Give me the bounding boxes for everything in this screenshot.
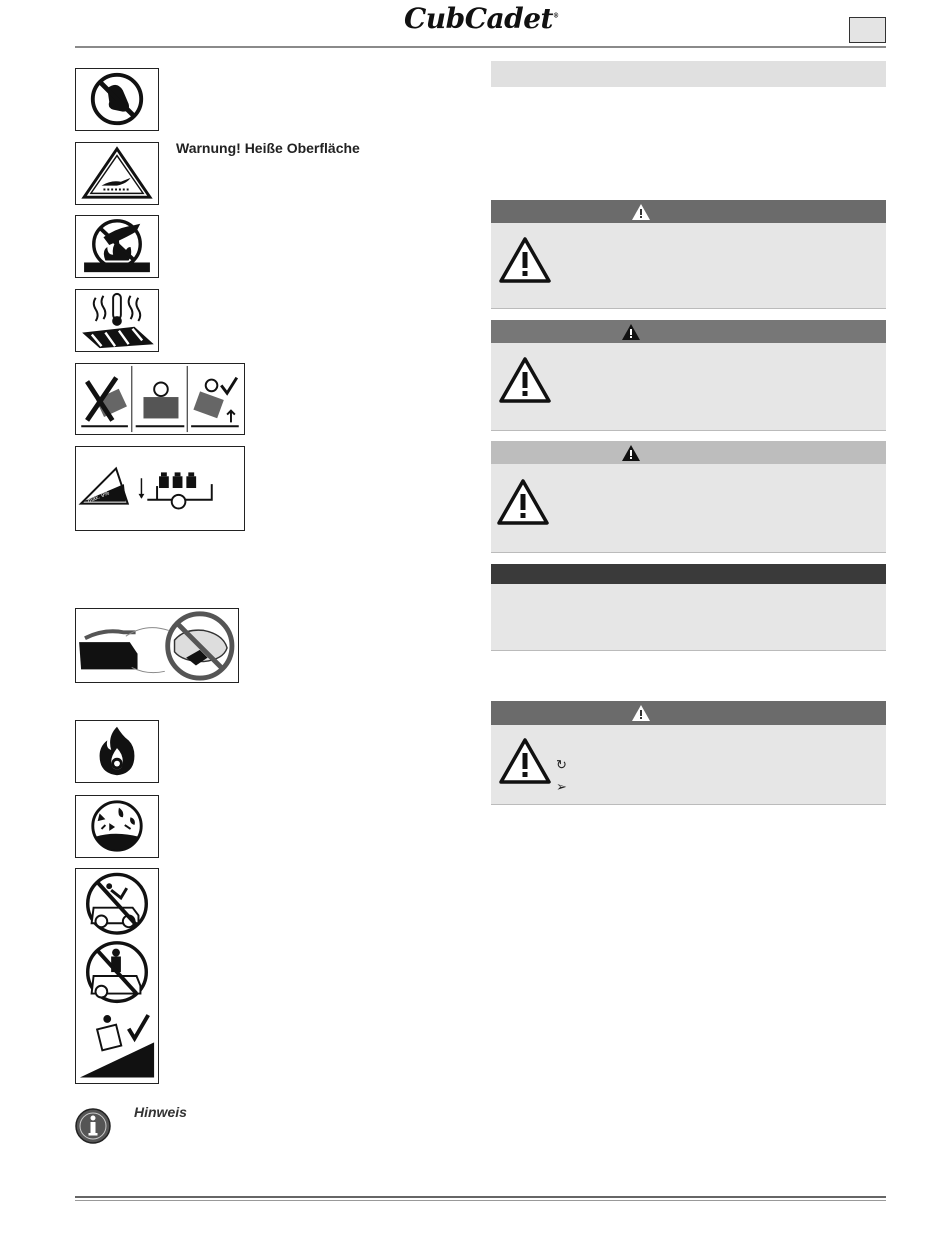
hot-ground-thermometer-icon: [75, 289, 159, 352]
warning-panel-1-header: [491, 200, 886, 223]
note-label: Hinweis: [134, 1104, 187, 1120]
warning-panel-3-body: [491, 464, 886, 553]
passenger-and-slope-safety-icon: [75, 868, 159, 1084]
warning-panel-2-body: [491, 343, 886, 431]
discharge-chute-warning-icon: [75, 608, 239, 683]
warning-triangle-small-icon: [621, 323, 641, 341]
debris-leaves-icon: [75, 795, 159, 858]
warning-triangle-small-icon: [631, 203, 651, 221]
hot-surface-heading: Warnung! Heiße Oberfläche: [176, 140, 360, 156]
warning-triangle-small-icon: [621, 444, 641, 462]
page-number-box: [849, 17, 886, 43]
cub-cadet-logo: CubCadet®: [404, 2, 559, 35]
footer-rule: [75, 1196, 886, 1198]
warning-triangle-icon: [496, 478, 550, 526]
warning-triangle-small-icon: [631, 704, 651, 722]
warning-panel-2-header: [491, 320, 886, 343]
warning-triangle-icon: [498, 356, 552, 404]
footer-rule-thin: [75, 1200, 886, 1201]
max-slope-trailer-icon: [75, 446, 245, 531]
hot-surface-warning-icon: [75, 142, 159, 205]
flammable-flame-icon: [75, 720, 159, 783]
warning-panel-1-body: [491, 223, 886, 309]
slope-riding-posture-icon: [75, 363, 245, 435]
max-slope-label: max. 9%: [86, 490, 111, 505]
cross-reference-symbol: ↻: [556, 757, 567, 772]
header-rule: [75, 46, 886, 48]
no-foot-icon: [75, 68, 159, 131]
section-title-bar: [491, 61, 886, 87]
arrow-bullet-symbol: ➢: [556, 779, 567, 794]
warning-panel-5-header: [491, 701, 886, 725]
warning-panel-5-body: [491, 725, 886, 805]
note-panel-body: [491, 584, 886, 651]
warning-triangle-icon: [498, 236, 552, 284]
warning-panel-3-header: [491, 441, 886, 464]
info-icon: [74, 1107, 112, 1145]
note-panel-header: [491, 564, 886, 584]
no-hand-hot-icon: [75, 215, 159, 278]
warning-triangle-icon: [498, 737, 552, 785]
